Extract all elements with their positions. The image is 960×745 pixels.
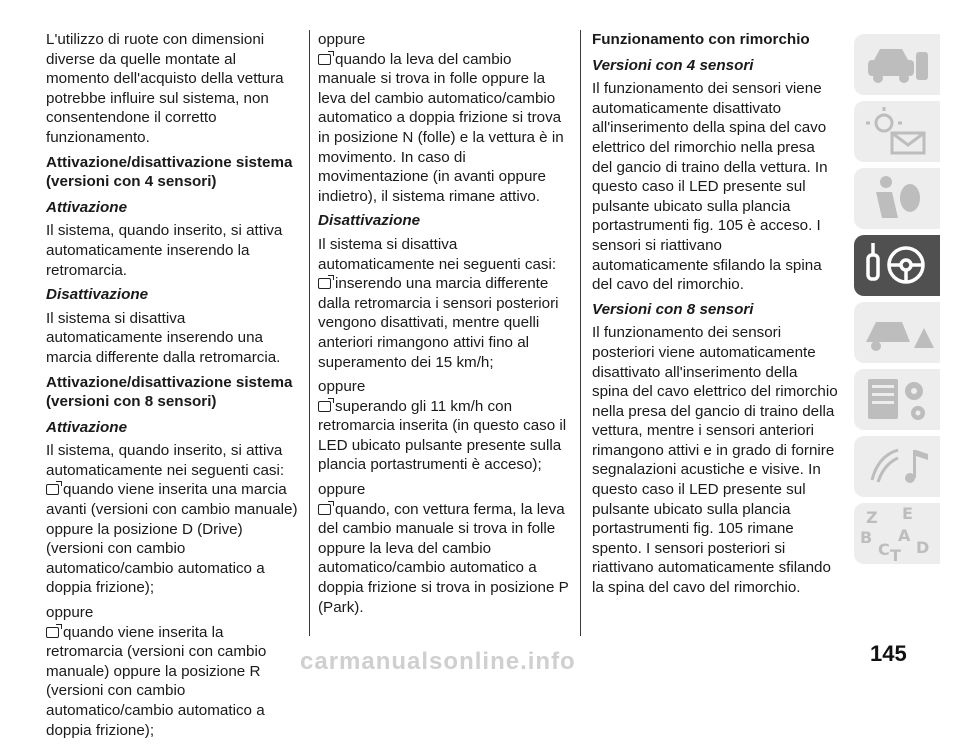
tab-safety[interactable]	[854, 168, 940, 229]
bullet-marker-icon	[46, 627, 59, 638]
tab-index[interactable]	[854, 503, 940, 564]
multimedia-icon	[854, 436, 940, 497]
chapter-tabs	[854, 34, 940, 570]
svg-text:D: D	[916, 538, 930, 557]
bullet-item: quando la leva del cambio manuale si trova in folle oppure la leva del cambio automatico/cambio automatico a doppia frizione si trova in posizione N (folle) e la vettura è in movimento. In caso di movimentazione (in avanti oppure indietro), il sistema rimane attivo.	[318, 50, 564, 205]
svg-text:Z: Z	[866, 508, 878, 527]
paragraph: Il sistema, quando inserito, si attiva automaticamente inserendo la retromarcia.	[46, 222, 283, 279]
tab-warning-lights[interactable]	[854, 101, 940, 162]
svg-text:E: E	[902, 504, 913, 523]
tab-maintenance[interactable]	[854, 369, 940, 430]
svg-text:B: B	[860, 528, 873, 547]
column-3	[592, 30, 838, 603]
maintenance-icon	[854, 369, 940, 430]
index-icon	[854, 503, 940, 564]
subheading-activation: Attivazione	[46, 418, 128, 436]
bullet-item: quando viene inserita una marcia avanti (versioni con cambio manuale) oppure la posizione D (Drive) (versioni con cambio automatico/cambio automatico a doppia frizione);	[46, 481, 298, 597]
svg-text:C: C	[878, 540, 890, 559]
car-icon	[854, 34, 940, 95]
oppure-text: oppure	[318, 378, 366, 396]
watermark-text: carmanualsonline.info	[300, 648, 576, 675]
svg-text:T: T	[890, 546, 901, 564]
paragraph: Il sistema si disattiva automaticamente nei seguenti casi:	[318, 235, 557, 273]
page-number: 145	[870, 641, 907, 666]
oppure-text: oppure	[318, 31, 366, 48]
oppure-text: oppure	[318, 481, 366, 499]
column-1	[46, 30, 298, 745]
column-divider	[309, 30, 310, 636]
breakdown-icon	[854, 302, 940, 363]
bullet-marker-icon	[318, 278, 331, 289]
tab-multimedia[interactable]	[854, 436, 940, 497]
paragraph: Il funzionamento dei sensori viene automaticamente disattivato all'inserimento della spina del cavo elettrico del rimorchio nella presa del gancio di traino della vettura. In questo caso il LED presente sul pulsante ubicato sulla plancia portastrumenti fig. 105 è acceso. I sensori si riattivano automaticamente sfilando la spina del cavo del rimorchio.	[592, 80, 828, 294]
column-2	[318, 30, 570, 622]
paragraph: Il funzionamento dei sensori posteriori viene automaticamente disattivato all'inserimento della spina del cavo elettrico del rimorchio nella presa del gancio di traino della vettura, mentre i sensori anteriori rimangono attivi e in grado di fornire segnalazioni acustiche e visive. In questo caso il LED presente sul pulsante ubicato sulla plancia portastrumenti fig. 105 rimane spento. I sensori posteriori si riattivano automaticamente sfilando la spina del cavo del rimorchio.	[592, 324, 838, 597]
intro-paragraph: L'utilizzo di ruote con dimensioni diverse da quelle montate al momento dell'acquisto della vettura potrebbe influire sul sistema, non consentendone il corretto funzionamento.	[46, 31, 284, 146]
bullet-item: inserendo una marcia differente dalla retromarcia i sensori posteriori vengono disattivati, mentre quelli anteriori rimangono attivi fino al superamento dei 15 km/h;	[318, 275, 559, 371]
bullet-item: quando viene inserita la retromarcia (versioni con cambio manuale) oppure la posizione R (versioni con cambio automatico/cambio automatico a doppia frizione);	[46, 623, 267, 739]
bullet-marker-icon	[318, 504, 331, 515]
bullet-marker-icon	[318, 401, 331, 412]
bullet-item: quando, con vettura ferma, la leva del cambio manuale si trova in folle oppure la leva del cambio automatico/cambio automatico a doppia frizione si trova in posizione P (Park).	[318, 500, 569, 616]
warning-lights-icon	[854, 101, 940, 162]
svg-text:A: A	[898, 526, 911, 545]
subheading-8-sensors: Versioni con 8 sensori	[592, 300, 754, 318]
subheading-deactivation: Disattivazione	[46, 286, 149, 304]
airbag-safety-icon	[854, 168, 940, 229]
subheading-4-sensors: Versioni con 4 sensori	[592, 56, 754, 74]
bullet-item: superando gli 11 km/h con retromarcia inserita (in questo caso il LED ubicato pulsante presente sulla plancia portastrumenti è acceso);	[318, 397, 567, 474]
subheading-activation: Attivazione	[46, 198, 128, 216]
section-heading-trailer: Funzionamento con rimorchio	[592, 31, 810, 48]
tab-car[interactable]	[854, 34, 940, 95]
subheading-deactivation: Disattivazione	[318, 212, 421, 230]
bullet-marker-icon	[318, 54, 331, 65]
key-steering-wheel-icon	[854, 235, 940, 296]
bullet-marker-icon	[46, 484, 59, 495]
section-heading-4-sensors: Attivazione/disattivazione sistema (versioni con 4 sensori)	[46, 153, 293, 191]
paragraph: Il sistema, quando inserito, si attiva automaticamente nei seguenti casi:	[46, 442, 285, 479]
oppure-text: oppure	[46, 604, 94, 622]
paragraph: Il sistema si disattiva automaticamente inserendo una marcia differente dalla retromarcia.	[46, 309, 281, 366]
tab-starting-driving[interactable]	[854, 235, 940, 296]
column-divider	[580, 30, 581, 636]
section-heading-8-sensors: Attivazione/disattivazione sistema (versioni con 8 sensori)	[46, 373, 293, 411]
tab-emergency[interactable]	[854, 302, 940, 363]
